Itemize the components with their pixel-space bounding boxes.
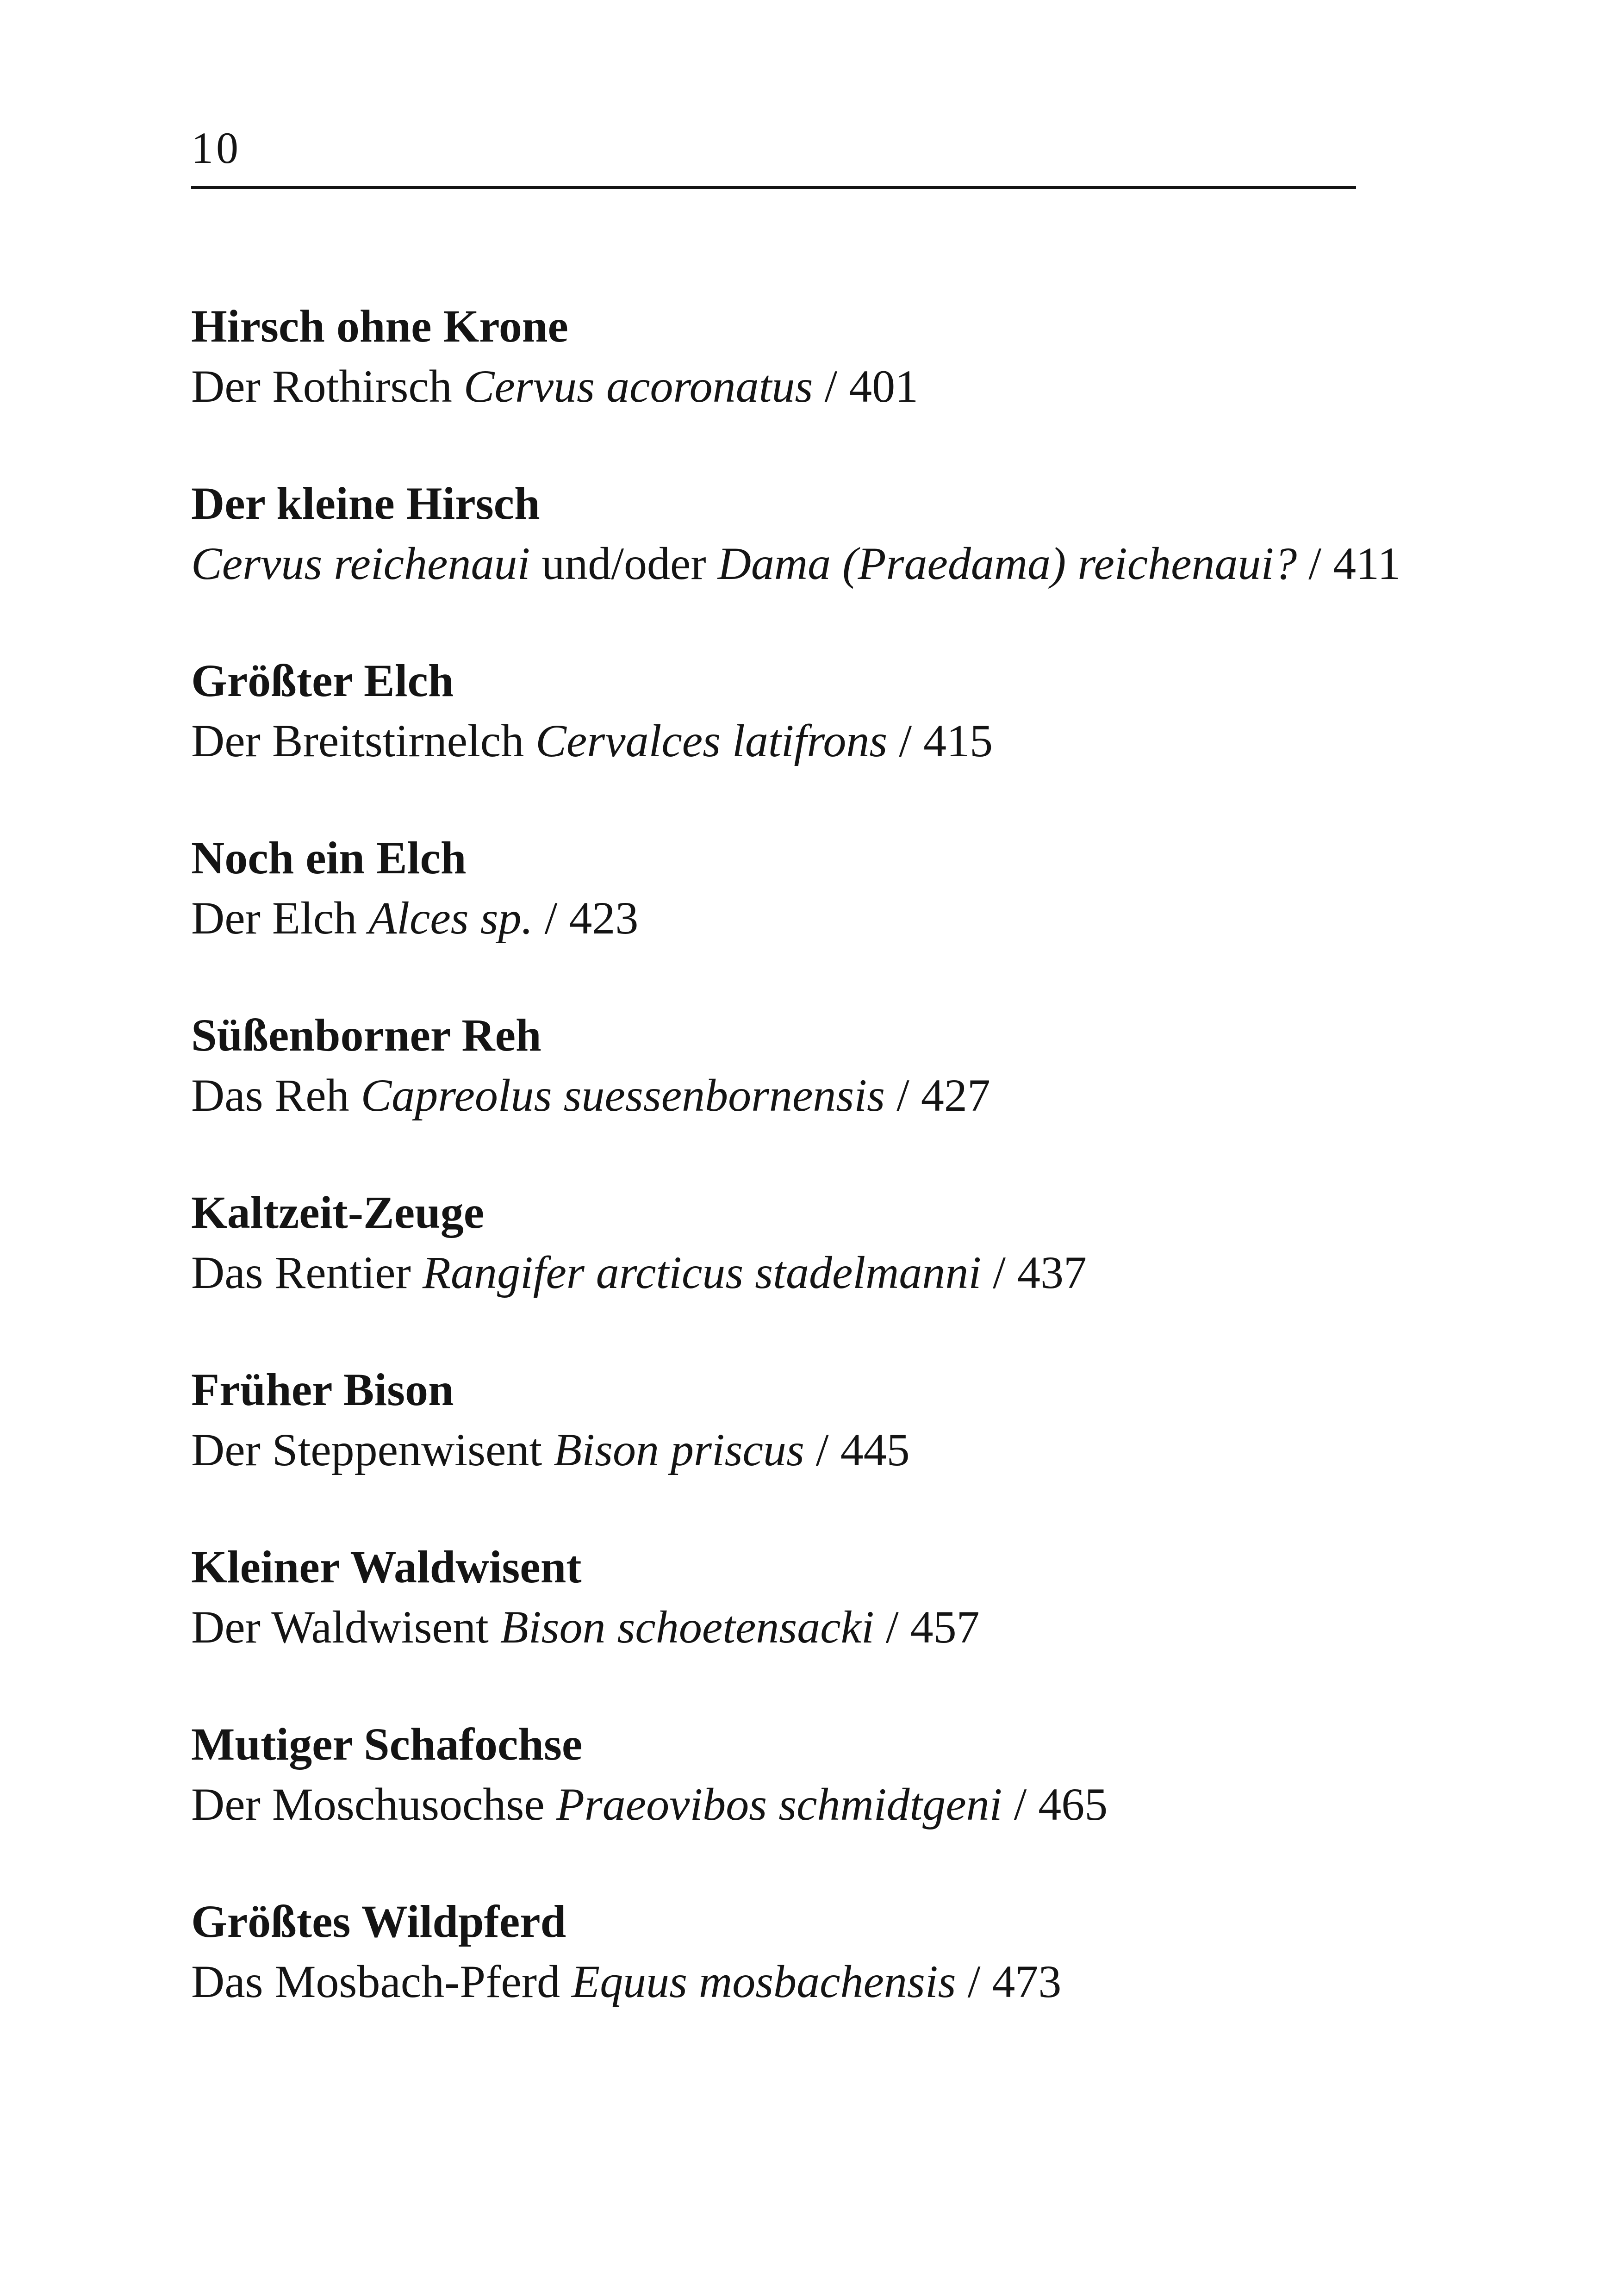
latin-name: Praeovibos schmidtgeni (556, 1779, 1002, 1830)
latin-name: Cervalces latifrons (535, 715, 888, 766)
separator: / (956, 1956, 992, 2007)
connector-text: und/oder (530, 538, 718, 589)
latin-name: Equus mosbachensis (572, 1956, 956, 2007)
page-number: 10 (191, 123, 241, 173)
entry-subtitle (191, 1774, 1394, 1835)
page-reference: 401 (849, 361, 919, 412)
page-reference: 445 (840, 1424, 910, 1475)
common-name: Das Rentier (191, 1247, 423, 1298)
latin-name: Alces sp. (368, 892, 533, 944)
entry-subtitle (191, 534, 1401, 594)
separator: / (533, 892, 569, 944)
entry-subtitle (191, 711, 1394, 771)
separator: / (885, 1070, 921, 1121)
page-reference: 457 (910, 1601, 980, 1653)
common-name: Der Steppenwisent (191, 1424, 554, 1475)
entry-title: Kleiner Waldwisent (191, 1541, 582, 1593)
entry-subtitle (191, 1420, 1394, 1480)
toc-entry (191, 1892, 1394, 2069)
page-reference: 411 (1333, 538, 1401, 589)
entry-title: Noch ein Elch (191, 832, 467, 884)
latin-name: Cervus reichenaui (191, 538, 530, 589)
entry-subtitle (191, 1597, 1394, 1657)
page-reference: 473 (992, 1956, 1062, 2007)
separator: / (1002, 1779, 1039, 1830)
common-name: Der Waldwisent (191, 1601, 500, 1653)
common-name: Das Reh (191, 1070, 361, 1121)
toc-entry (191, 296, 1394, 473)
page-reference: 437 (1017, 1247, 1087, 1298)
toc-entry (191, 1537, 1394, 1714)
separator: / (804, 1424, 840, 1475)
page-reference: 465 (1038, 1779, 1108, 1830)
common-name: Der Moschusochse (191, 1779, 556, 1830)
entry-title: Größtes Wildpferd (191, 1896, 566, 1947)
separator: / (874, 1601, 910, 1653)
common-name: Der Elch (191, 892, 369, 944)
common-name: Das Mosbach-Pferd (191, 1956, 572, 2007)
entry-subtitle (191, 356, 1394, 417)
page-reference: 415 (923, 715, 993, 766)
entry-title: Mutiger Schafochse (191, 1718, 583, 1770)
common-name: Der Breitstirnelch (191, 715, 536, 766)
entry-title: Hirsch ohne Krone (191, 300, 568, 352)
separator: / (887, 715, 924, 766)
table-of-contents (191, 296, 1401, 2069)
toc-entry (191, 1182, 1394, 1360)
entry-title: Kaltzeit-Zeuge (191, 1187, 485, 1238)
separator: / (1297, 538, 1333, 589)
toc-entry (191, 1005, 1394, 1182)
page-reference: 423 (569, 892, 639, 944)
separator: / (813, 361, 849, 412)
common-name: Der Rothirsch (191, 361, 464, 412)
latin-name-alternate: Dama (Praedama) reichenaui? (717, 538, 1297, 589)
entry-subtitle (191, 888, 1394, 948)
entry-subtitle (191, 1243, 1394, 1303)
header-rule (191, 186, 1356, 189)
entry-title: Süßenborner Reh (191, 1009, 541, 1061)
separator: / (981, 1247, 1017, 1298)
entry-title: Früher Bison (191, 1364, 454, 1415)
entry-subtitle (191, 1065, 1394, 1126)
toc-entry (191, 1714, 1394, 1892)
toc-entry (191, 1360, 1394, 1537)
entry-title: Der kleine Hirsch (191, 478, 540, 529)
entry-subtitle (191, 1952, 1394, 2012)
toc-entry (191, 473, 1401, 651)
latin-name: Rangifer arcticus stadelmanni (422, 1247, 982, 1298)
page-reference: 427 (921, 1070, 990, 1121)
toc-entry (191, 828, 1394, 1005)
entry-title: Größter Elch (191, 655, 454, 706)
latin-name: Cervus acoronatus (463, 361, 813, 412)
latin-name: Bison priscus (554, 1424, 804, 1475)
latin-name: Capreolus suessenbornensis (361, 1070, 885, 1121)
toc-entry (191, 651, 1394, 828)
latin-name: Bison schoetensacki (500, 1601, 874, 1653)
